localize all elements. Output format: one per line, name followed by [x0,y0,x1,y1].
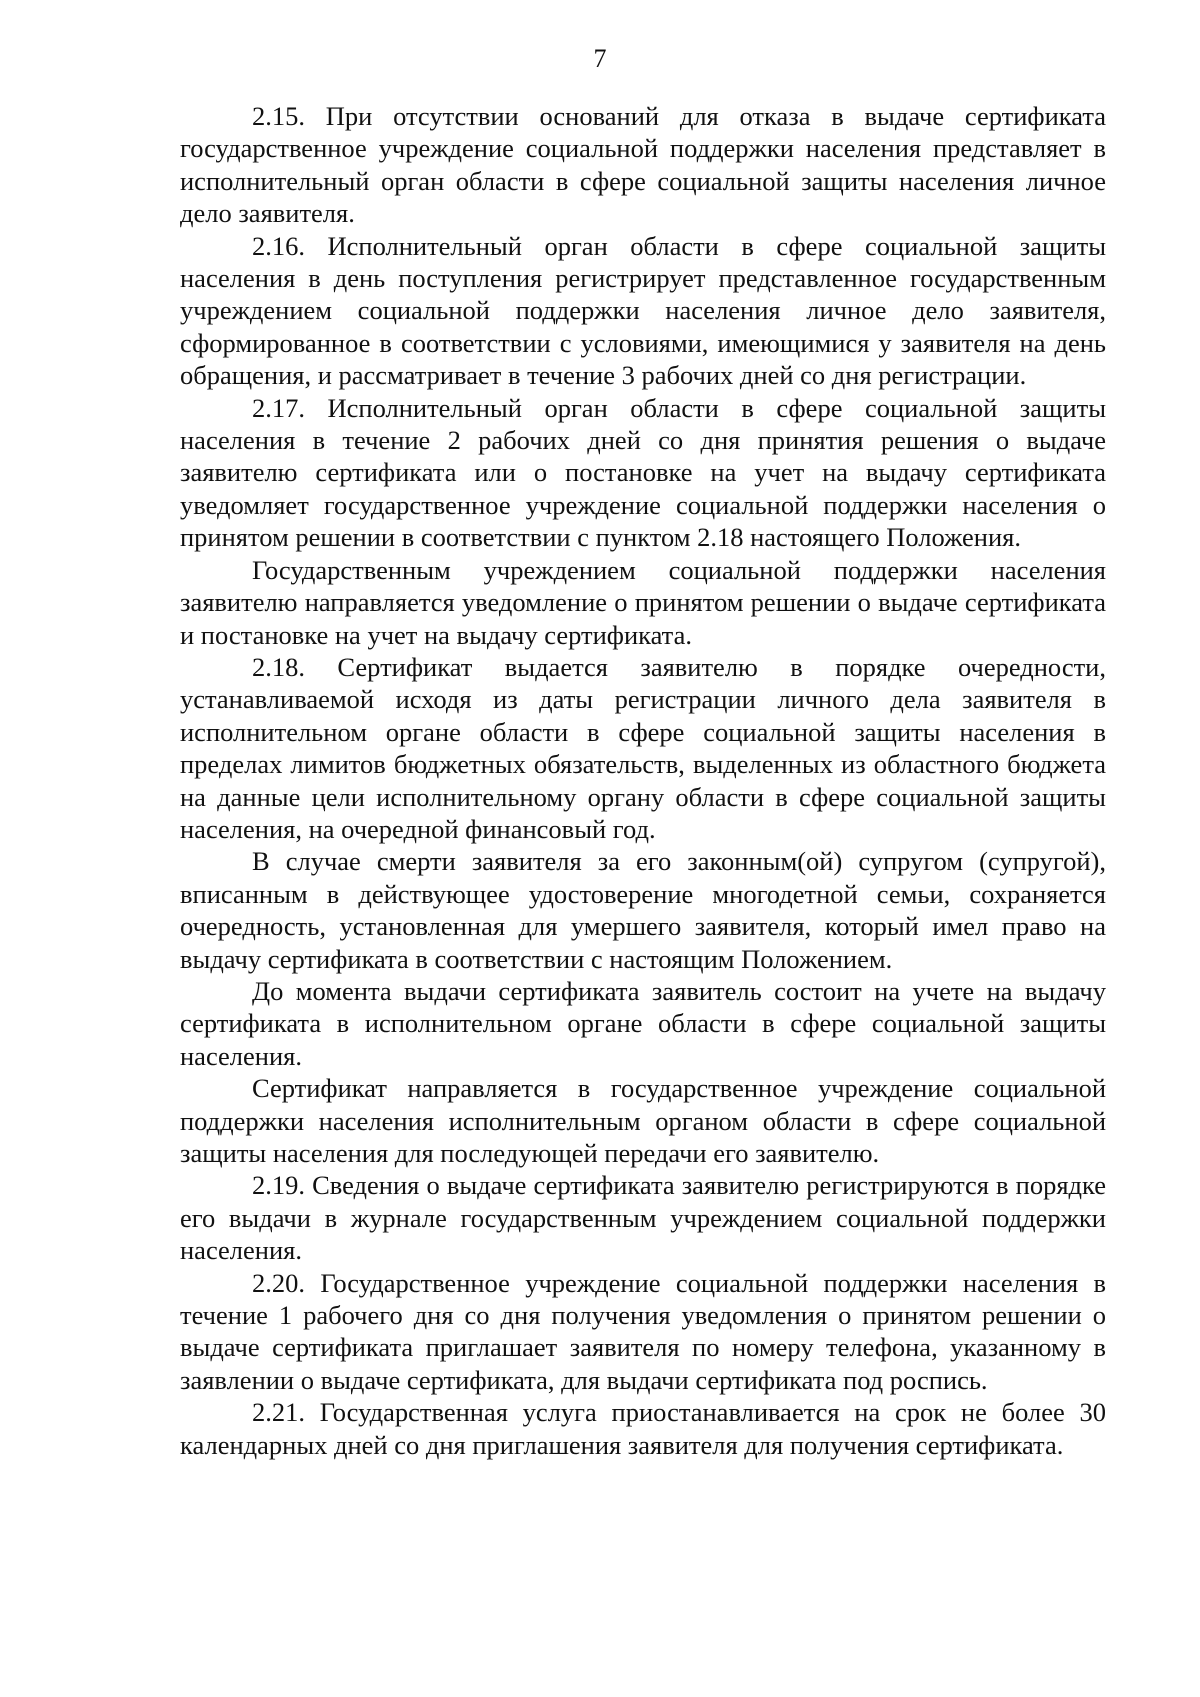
paragraph-2-19: 2.19. Сведения о выдаче сертификата заявителю регистрируются в порядке его выдачи в журнале государственным учреждением социальной поддержки населения. [180,1170,1106,1266]
paragraph-death-case: В случае смерти заявителя за его законным(ой) супругом (супругой), вписанным в действующее удостоверение многодетной семьи, сохраняется очередность, установленная для умершего заявителя, который имел право на выдачу сертификата в соответствии с настоящим Положением. [180,846,1106,974]
paragraph-2-16: 2.16. Исполнительный орган области в сфере социальной защиты населения в день поступления регистрирует представленное государственным учреждением социальной поддержки населения личное дело заявителя, сформированное в соответствии с условиями, имеющимися у заявителя на день обращения, и рассматривает в течение 3 рабочих дней со дня регистрации. [180,230,1106,391]
paragraph-registration-status: До момента выдачи сертификата заявитель состоит на учете на выдачу сертификата в исполнительном органе области в сфере социальной защиты населения. [180,975,1106,1071]
paragraph-2-15: 2.15. При отсутствии оснований для отказа в выдаче сертификата государственное учреждение социальной поддержки населения представляет в исполнительный орган области в сфере социальной защиты населения личное дело заявителя. [180,101,1106,229]
paragraph-2-17: 2.17. Исполнительный орган области в сфере социальной защиты населения в течение 2 рабочих дней со дня принятия решения о выдаче заявителю сертификата или о постановке на учет на выдачу сертификата уведомляет государственное учреждение социальной поддержки населения о принятом решении в соответствии с пунктом 2.18 настоящего Положения. [180,392,1106,553]
page-number: 7 [593,44,607,73]
paragraph-2-18: 2.18. Сертификат выдается заявителю в порядке очередности, устанавливаемой исходя из даты регистрации личного дела заявителя в исполнительном органе области в сфере социальной защиты населения в пределах лимитов бюджетных обязательств, выделенных из областного бюджета на данные цели исполнительному органу области в сфере социальной защиты населения, на очередной финансовый год. [180,651,1106,844]
document-body [180,100,1106,1461]
paragraph-2-20: 2.20. Государственное учреждение социальной поддержки населения в течение 1 рабочего дня со дня получения уведомления о принятом решении о выдаче сертификата приглашает заявителя по номеру телефона, указанному в заявлении о выдаче сертификата, для выдачи сертификата под роспись. [180,1267,1106,1395]
paragraph-2-21: 2.21. Государственная услуга приостанавливается на срок не более 30 календарных дней со дня приглашения заявителя для получения сертификата. [180,1397,1106,1460]
paragraph-certificate-transfer: Сертификат направляется в государственное учреждение социальной поддержки населения исполнительным органом области в сфере социальной защиты населения для последующей передачи его заявителю. [180,1073,1106,1168]
paragraph-notification: Государственным учреждением социальной поддержки населения заявителю направляется уведомление о принятом решении о выдаче сертификата и постановке на учет на выдачу сертификата. [180,554,1106,650]
